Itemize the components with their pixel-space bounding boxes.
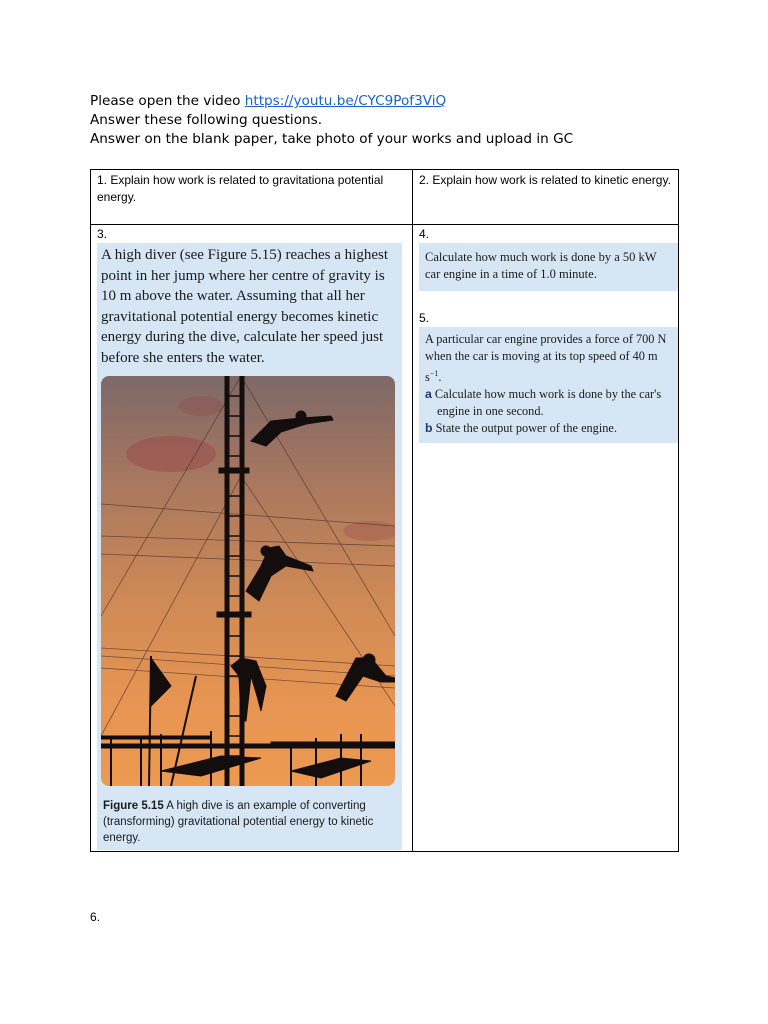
figure-caption — [97, 790, 402, 850]
question-3-text: A high diver (see Figure 5.15) reaches a highest point in her jump where her centre of gravity is 10 m above the water. Assuming that all her gravitational potential energy becomes kinetic energy during the dive, calculate her speed just before she enters the water. — [97, 243, 402, 376]
intro-line-1 — [90, 92, 573, 111]
intro-line-2: Answer these following questions. — [90, 112, 323, 128]
question-5-text — [419, 327, 678, 443]
figure-frame — [97, 376, 402, 790]
question-2-text: 2. Explain how work is related to kinetic energy. — [419, 173, 671, 187]
question-5b-label: b — [425, 421, 433, 436]
question-4-text: Calculate how much work is done by a 50 kW car engine in a time of 1.0 minute. — [419, 243, 678, 291]
intro-line-3: Answer on the blank paper, take photo of your works and upload in GC — [90, 131, 574, 147]
question-5-stem-text: A particular car engine provides a force of 700 N when the car is moving at its top speed of 40 m s — [425, 332, 667, 385]
question-4-number: 4. — [419, 227, 430, 241]
question-5a — [425, 386, 672, 420]
question-5a-text: Calculate how much work is done by the car's engine in one second. — [434, 387, 662, 419]
questions-table — [90, 169, 679, 852]
instructions — [90, 92, 573, 149]
question-5b-text: State the output power of the engine. — [435, 421, 617, 436]
video-link[interactable]: https://youtu.be/CYC9Pof3ViQ — [244, 93, 447, 109]
figure-caption-label: Figure 5.15 — [103, 800, 164, 812]
question-1-cell — [91, 170, 413, 225]
question-1-text: 1. Explain how work is related to gravitationa potential energy. — [97, 173, 384, 204]
question-3-cell — [91, 225, 413, 852]
question-5-stem — [425, 331, 672, 386]
question-2-cell — [413, 170, 679, 225]
question-5a-label: a — [425, 387, 432, 402]
question-3-number: 3. — [97, 227, 108, 241]
question-5-stem-end: . — [438, 370, 442, 385]
questions-4-5-cell — [413, 225, 679, 852]
question-5-number: 5. — [419, 311, 430, 325]
question-6-number: 6. — [90, 910, 101, 924]
intro-prefix: Please open the video — [90, 93, 245, 109]
question-5-exponent: −1 — [429, 369, 439, 378]
question-5b — [425, 420, 672, 437]
high-dive-photo — [101, 376, 395, 786]
figure-caption-text: A high dive is an example of converting (transforming) gravitational potential energy to kinetic energy. — [103, 800, 374, 844]
